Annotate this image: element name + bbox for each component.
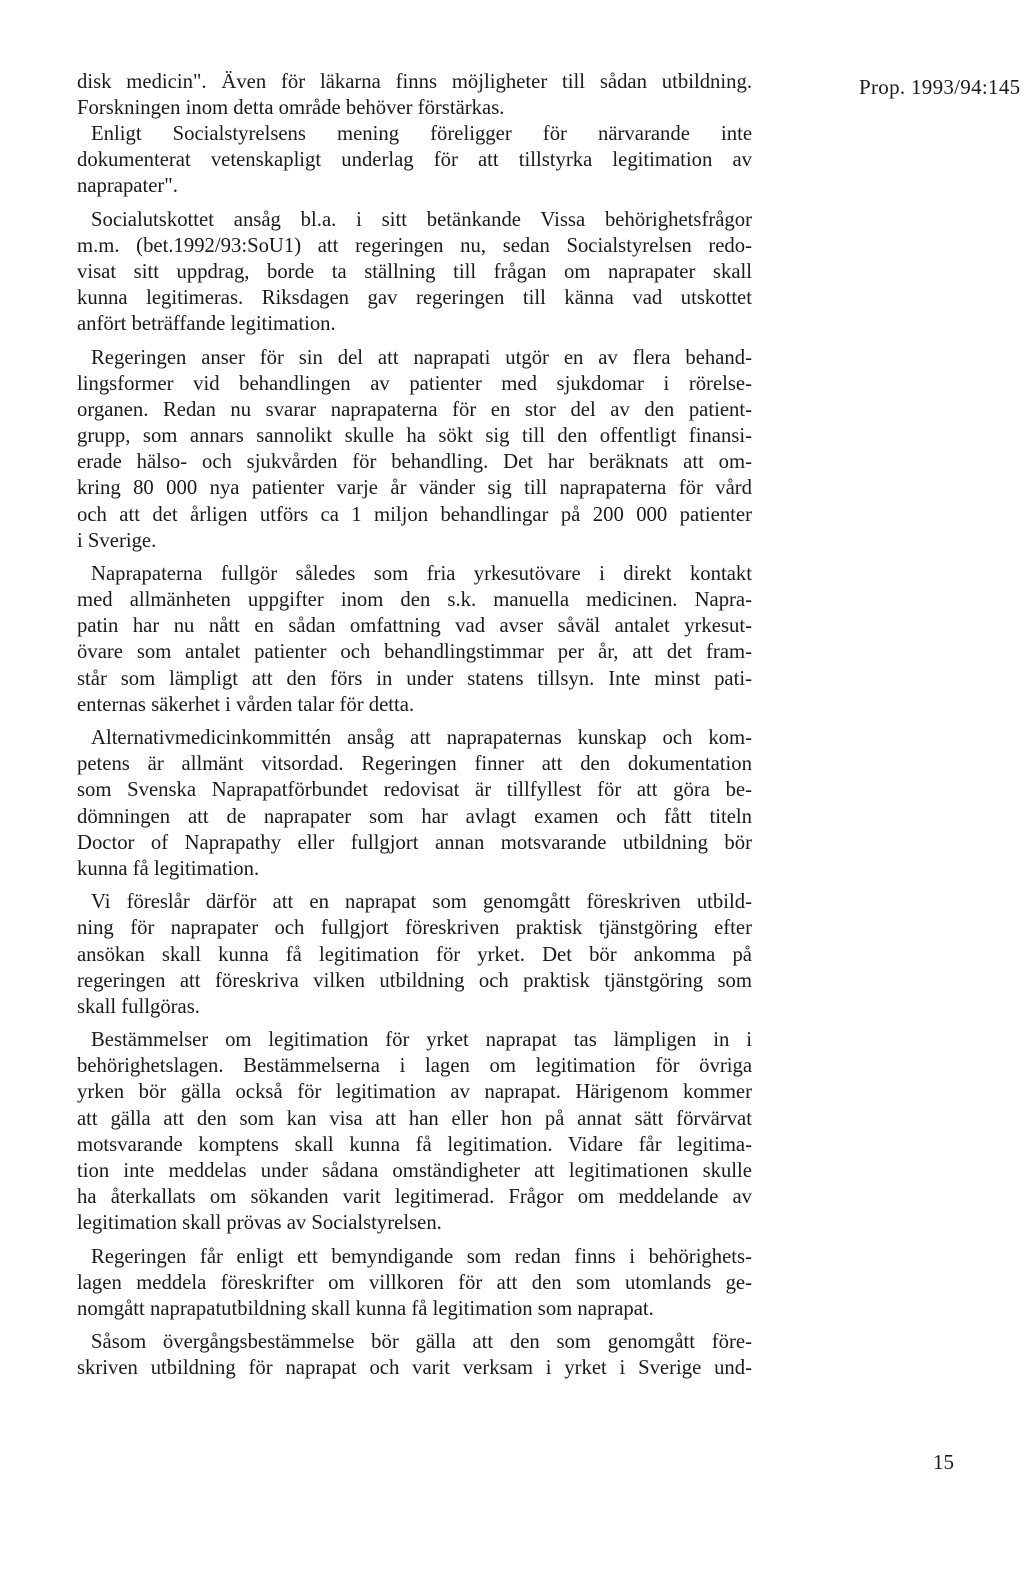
text-line: och att det årligen utförs ca 1 miljon behandlingar på 200 000 patienter (77, 503, 752, 526)
text-line: lagen meddela föreskrifter om villkoren för att den som utomlands ge- (77, 1271, 752, 1294)
paragraph (77, 1244, 752, 1322)
text-line: ha återkallats om sökanden varit legitimerad. Frågor om meddelande av (77, 1185, 752, 1208)
text-line: motsvarande komptens skall kunna få legitimation. Vidare får legitima- (77, 1133, 752, 1156)
text-line: Socialutskottet ansåg bl.a. i sitt betänkande Vissa behörighetsfrågor (91, 208, 752, 231)
text-line: naprapater". (77, 175, 178, 198)
paragraph (77, 725, 752, 882)
text-line: ansökan skall kunna få legitimation för yrket. Det bör ankomma på (77, 943, 752, 966)
text-line: att gälla att den som kan visa att han eller hon på annat sätt förvärvat (77, 1107, 752, 1130)
text-line: Regeringen får enligt ett bemyndigande som redan finns i behörighets- (91, 1245, 752, 1268)
text-line: Forskningen inom detta område behöver förstärkas. (77, 97, 505, 120)
text-line: Naprapaterna fullgör således som fria yrkesutövare i direkt kontakt (91, 563, 752, 586)
text-line: ning för naprapater och fullgjort föreskriven praktisk tjänstgöring efter (77, 917, 752, 940)
text-line: anfört beträffande legitimation. (77, 313, 336, 336)
text-line: behörighetslagen. Bestämmelserna i lagen om legitimation för övriga (77, 1055, 752, 1078)
text-line: Enligt Socialstyrelsens mening föreligger för närvarande inte (91, 123, 752, 146)
text-line: erade hälso- och sjukvården för behandling. Det har beräknats att om- (77, 451, 752, 474)
text-line: lingsformer vid behandlingen av patienter med sjukdomar i rörelse- (77, 373, 752, 396)
text-line: petens är allmänt vitsordad. Regeringen finner att den dokumentation (77, 753, 752, 776)
text-line: nomgått naprapatutbildning skall kunna få legitimation som naprapat. (77, 1297, 654, 1320)
text-line: regeringen att föreskriva vilken utbildning och praktisk tjänstgöring som (77, 969, 752, 992)
page-number: 15 (933, 1450, 954, 1474)
text-line: kunna få legitimation. (77, 857, 260, 880)
text-line: tion inte meddelas under sådana omständigheter att legitimationen skulle (77, 1159, 752, 1182)
text-line: dömningen att de naprapater som har avlagt examen och fått titeln (77, 805, 752, 828)
text-line: organen. Redan nu svarar naprapaterna för en stor del av den patient- (77, 399, 752, 422)
text-line: legitimation skall prövas av Socialstyrelsen. (77, 1211, 442, 1234)
text-line: Doctor of Naprapathy eller fullgjort annan motsvarande utbildning bör (77, 831, 752, 854)
text-line: patin har nu nått en sådan omfattning vad avser såväl antalet yrkesut- (77, 615, 752, 638)
paragraph (77, 207, 752, 337)
paragraph (77, 561, 752, 718)
body-text (77, 69, 752, 1382)
text-line: med allmänheten uppgifter inom den s.k. manuella medicinen. Napra- (77, 589, 752, 612)
paragraph (77, 1329, 752, 1381)
paragraph (77, 69, 752, 199)
text-line: grupp, som annars sannolikt skulle ha sökt sig till den offentligt finansi- (77, 425, 752, 448)
text-line: i Sverige. (77, 529, 157, 552)
text-line: yrken bör gälla också för legitimation av naprapat. Härigenom kommer (77, 1081, 752, 1104)
text-line: Regeringen anser för sin del att naprapati utgör en av flera behand- (91, 346, 752, 369)
text-line: Såsom övergångsbestämmelse bör gälla att den som genomgått före- (91, 1331, 752, 1354)
text-line: Bestämmelser om legitimation för yrket naprapat tas lämpligen in i (91, 1029, 752, 1052)
paragraph (77, 889, 752, 1019)
text-line: skriven utbildning för naprapat och varit verksam i yrket i Sverige und- (77, 1357, 752, 1380)
text-line: står som lämpligt att den förs in under statens tillsyn. Inte minst pati- (77, 667, 752, 690)
text-line: Vi föreslår därför att en naprapat som genomgått föreskriven utbild- (91, 891, 752, 914)
text-line: dokumenterat vetenskapligt underlag för att tillstyrka legitimation av (77, 149, 752, 172)
text-line: enternas säkerhet i vården talar för detta. (77, 693, 415, 716)
text-line: visat sitt uppdrag, borde ta ställning till frågan om naprapater skall (77, 261, 752, 284)
paragraph (77, 1027, 752, 1236)
document-reference: Prop. 1993/94:145 (859, 75, 1021, 99)
text-line: övare som antalet patienter och behandlingstimmar per år, att det fram- (77, 641, 752, 664)
text-line: kunna legitimeras. Riksdagen gav regeringen till känna vad utskottet (77, 287, 752, 310)
text-line: skall fullgöras. (77, 995, 200, 1018)
text-line: kring 80 000 nya patienter varje år vänder sig till naprapaterna för vård (77, 477, 752, 500)
paragraph (77, 345, 752, 554)
text-line: disk medicin". Även för läkarna finns möjligheter till sådan utbildning. (77, 71, 752, 93)
text-line: som Svenska Naprapatförbundet redovisat är tillfyllest för att göra be- (77, 779, 752, 802)
text-line: m.m. (bet.1992/93:SoU1) att regeringen nu, sedan Socialstyrelsen redo- (77, 235, 752, 258)
text-line: Alternativmedicinkommittén ansåg att naprapaternas kunskap och kom- (91, 727, 752, 750)
